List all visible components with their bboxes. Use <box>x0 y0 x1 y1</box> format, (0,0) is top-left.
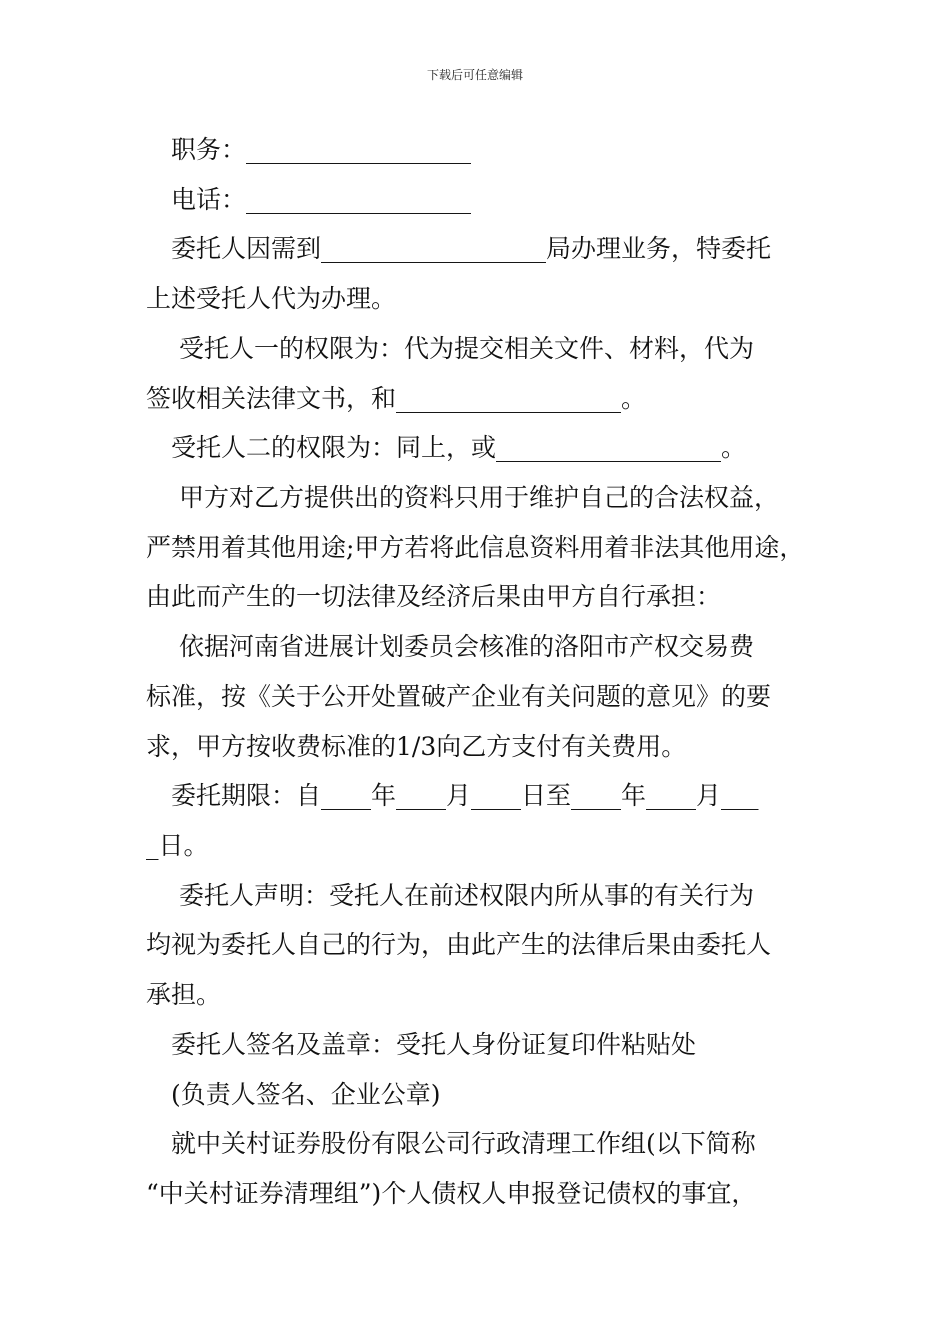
text-line: 就中关村证券股份有限公司行政清理工作组(以下简称 <box>146 1129 756 1158</box>
text-line-signature: 委托人签名及盖章：受托人身份证复印件粘贴处 <box>146 1030 697 1059</box>
text-line: 标准，按《关于公开处置破产企业有关问题的意见》的要 <box>146 682 772 711</box>
text-line-term: 委托期限：自____年____月____日至____年____月___ <box>146 781 759 810</box>
text-line: 依据河南省进展计划委员会核准的洛阳市产权交易费 <box>146 632 754 661</box>
text-line: 承担。 <box>146 980 222 1009</box>
text-line: 委托人因需到__________________局办理业务，特委托 <box>146 234 772 263</box>
text-line: 受托人一的权限为：代为提交相关文件、材料，代为 <box>146 334 754 363</box>
text-line: _日。 <box>146 831 209 860</box>
text-line: 上述受托人代为办理。 <box>146 284 397 313</box>
page-header: 下载后可任意编辑 <box>426 68 523 82</box>
text-line: 签收相关法律文书，和__________________。 <box>146 384 647 413</box>
text-line: 委托人声明：受托人在前述权限内所从事的有关行为 <box>146 881 754 910</box>
text-line: 受托人二的权限为：同上，或__________________。 <box>146 433 747 462</box>
text-line-phone: 电话：__________________ <box>146 185 472 214</box>
text-line: “中关村证券清理组”)个人债权人申报登记债权的事宜， <box>146 1179 757 1208</box>
text-line: 甲方对乙方提供出的资料只用于维护自己的合法权益， <box>146 483 779 512</box>
text-line: (负责人签名、企业公章) <box>146 1080 441 1109</box>
text-line: 严禁用着其他用途;甲方若将此信息资料用着非法其他用途， <box>146 533 805 562</box>
text-line: 均视为委托人自己的行为，由此产生的法律后果由委托人 <box>146 930 772 959</box>
text-line: 求，甲方按收费标准的1/3向乙方支付有关费用。 <box>146 732 687 761</box>
text-line-position: 职务：__________________ <box>146 135 472 164</box>
text-line: 由此而产生的一切法律及经济后果由甲方自行承担： <box>146 582 722 611</box>
